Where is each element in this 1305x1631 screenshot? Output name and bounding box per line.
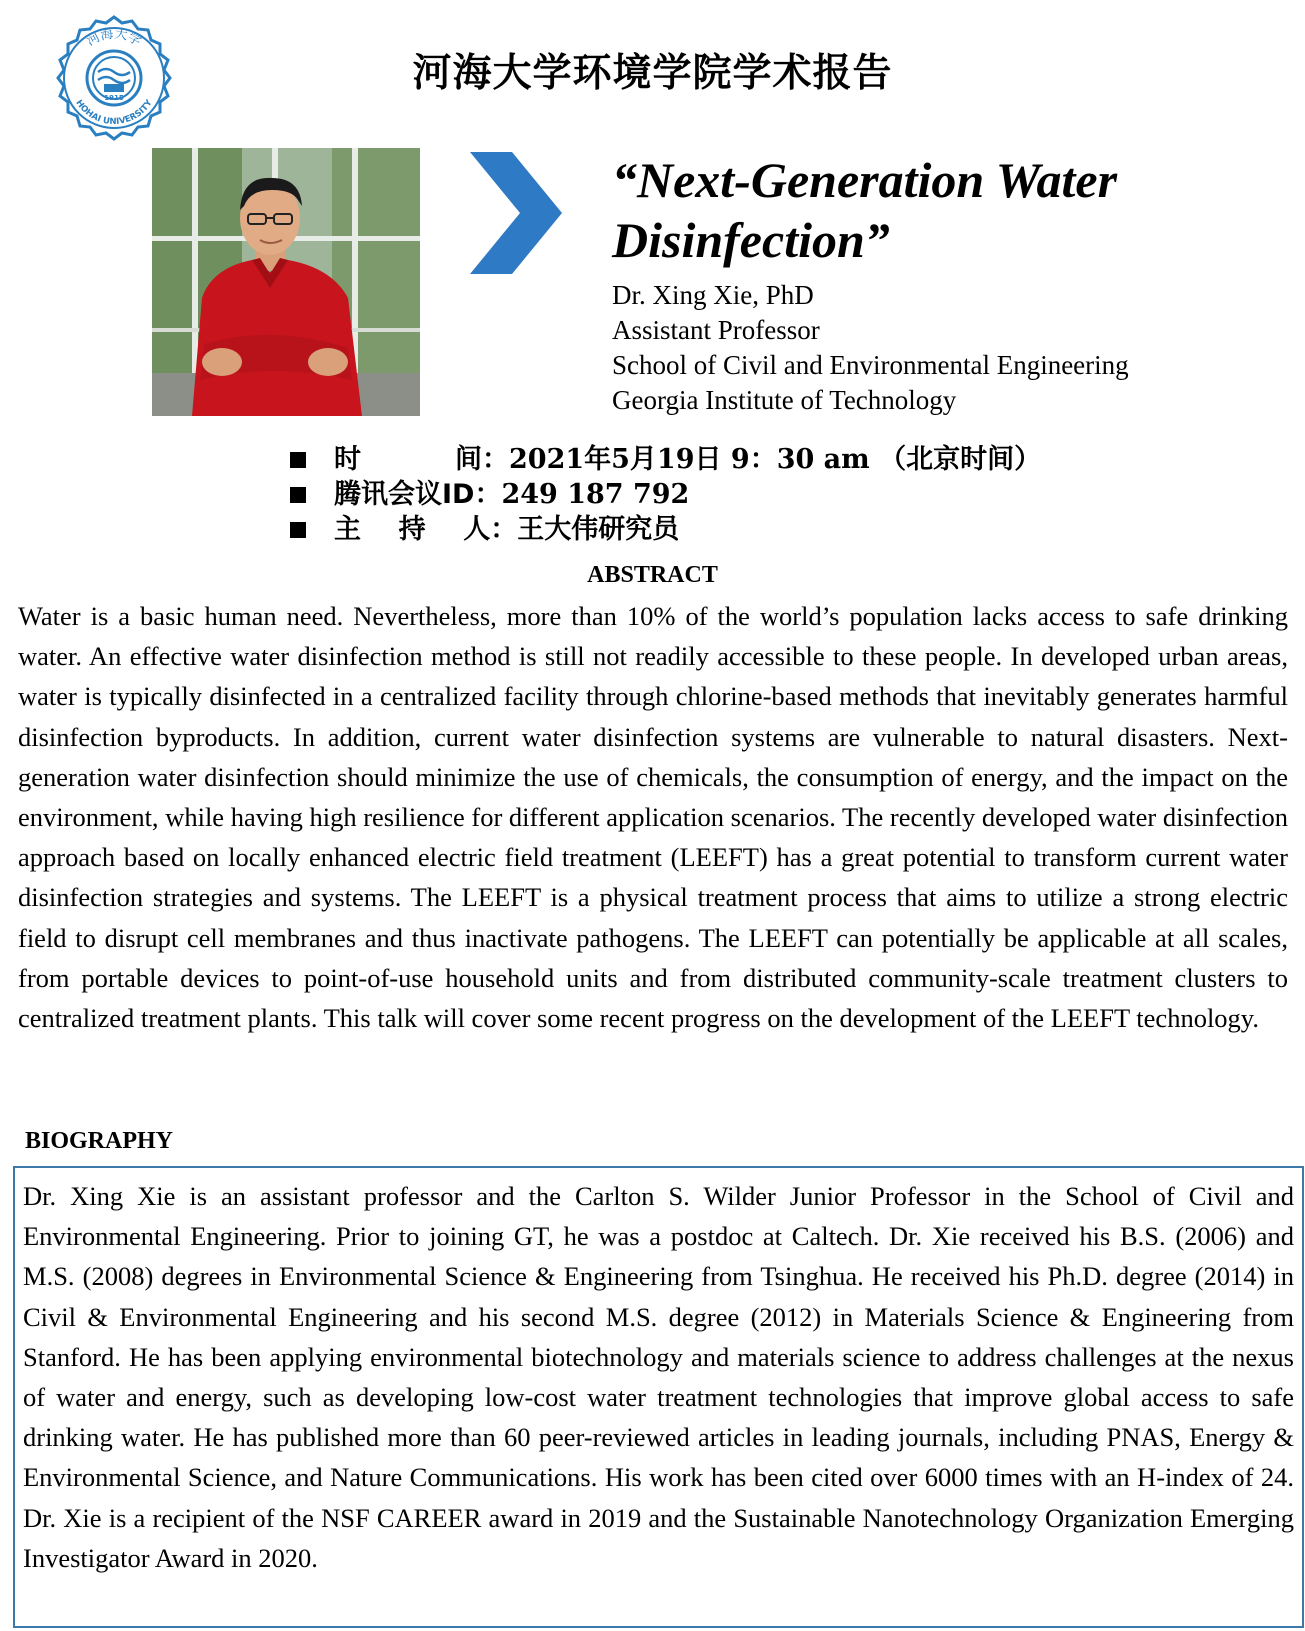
talk-title: “Next-Generation Water Disinfection” (612, 152, 1118, 268)
meeting-id-value[interactable]: 249 187 792 (501, 479, 690, 510)
event-time-value: 2021年5月19日 9：30 am （北京时间） (509, 444, 1042, 475)
abstract-text: Water is a basic human need. Nevertheless, more than 10% of the world’s population lacks access to safe drinking water. An effective water disinfection method is still not readily accessible to these people. In developed urban areas, water is typically disinfected in a centralized facility through chlorine-based methods that inevitably generates harmful disinfection byproducts. In addition, current water disinfection systems are vulnerable to natural disasters. Next-generation water disinfection should minimize the use of chemicals, the consumption of energy, and the impact on the environment, while having high resilience for different application scenarios. The recently developed water disinfection approach based on locally enhanced electric field treatment (LEEFT) has a great potential to transform current water disinfection strategies and systems. The LEEFT is a physical treatment process that aims to utilize a strong electric field to disrupt cell membranes and thus inactivate pathogens. The LEEFT can potentially be applicable at all scales, from portable devices to point-of-use household units and from distributed community-scale treatment clusters to centralized treatment plants. This talk will cover some recent progress on the development of the LEEFT technology. (18, 601, 1288, 1034)
host-value: 王大伟研究员 (517, 514, 680, 545)
square-bullet-icon (290, 522, 306, 538)
speaker-school: School of Civil and Environmental Engineering (612, 350, 1129, 380)
chevron-right-icon (470, 152, 562, 274)
event-time-label: 时 间： (334, 444, 509, 475)
speaker-name: Dr. Xing Xie, PhD (612, 280, 814, 310)
event-time-row (290, 442, 1041, 477)
meeting-id-label: 腾讯会议ID： (334, 479, 502, 510)
host-label: 主 持 人： (334, 514, 518, 545)
speaker-info (612, 278, 1129, 418)
biography-box (13, 1166, 1304, 1628)
meeting-id-row (290, 477, 1041, 512)
square-bullet-icon (290, 487, 306, 503)
speaker-institution: Georgia Institute of Technology (612, 385, 957, 415)
svg-text:1915: 1915 (104, 94, 124, 102)
speaker-position: Assistant Professor (612, 315, 820, 345)
host-row (290, 512, 1041, 547)
svg-text:HOHAI UNIVERSITY: HOHAI UNIVERSITY (73, 98, 155, 128)
square-bullet-icon (290, 452, 306, 468)
biography-text: Dr. Xing Xie is an assistant professor and the Carlton S. Wilder Junior Professor in the School of Civil and Environmental Engineering. Prior to joining GT, he was a postdoc at Caltech. Dr. Xie received his B.S. (2006) and M.S. (2008) degrees in Environmental Science & Engineering from Tsinghua. He received his Ph.D. degree (2014) in Civil & Environmental Engineering and his second M.S. degree (2012) in Materials Science & Engineering from Stanford. He has been applying environmental biotechnology and materials science to address challenges at the nexus of water and energy, such as developing low-cost water treatment technologies that improve global access to safe drinking water. He has published more than 60 peer-reviewed articles in leading journals, including PNAS, Energy & Environmental Science, and Nature Communications. His work has been cited over 6000 times with an H-index of 24. Dr. Xie is a recipient of the NSF CAREER award in 2019 and the Sustainable Nanotechnology Organization Emerging Investigator Award in 2020. (23, 1181, 1294, 1573)
speaker-photo (152, 148, 420, 416)
biography-heading: BIOGRAPHY (25, 1128, 174, 1154)
page-title: 河海大学环境学院学术报告 (412, 51, 893, 96)
event-info (290, 442, 1041, 547)
svg-text:河海大学: 河海大学 (84, 26, 144, 50)
abstract-heading: ABSTRACT (587, 562, 718, 588)
